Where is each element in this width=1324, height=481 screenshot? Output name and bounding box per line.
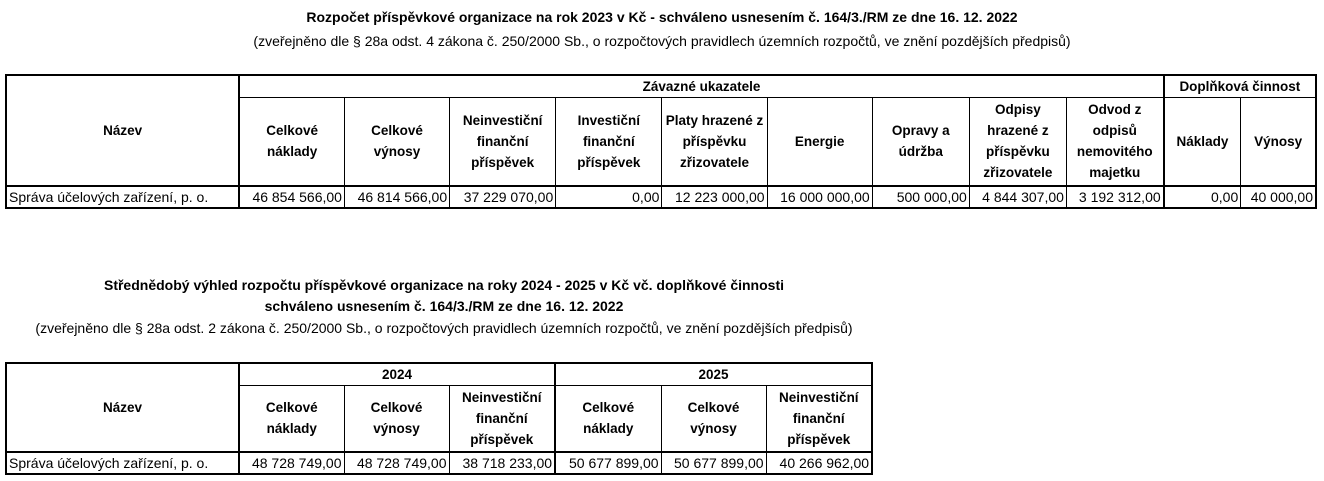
table-row	[6, 186, 1316, 208]
cell-value: 40 266 962,00	[766, 452, 872, 474]
header-total-costs: Celkové náklady	[239, 98, 344, 186]
header-noninvestment-contribution: Neinvestiční finanční příspěvek	[766, 386, 872, 452]
header-total-costs: Celkové náklady	[555, 386, 661, 452]
header-year-2025: 2025	[555, 363, 872, 386]
header-year-2024: 2024	[239, 363, 555, 386]
cell-value: 50 677 899,00	[555, 452, 661, 474]
cell-value: 46 854 566,00	[239, 186, 344, 208]
cell-value: 16 000 000,00	[767, 186, 872, 208]
cell-value: 48 728 749,00	[239, 452, 344, 474]
budget-title: Rozpočet příspěvkové organizace na rok 2023 v Kč - schváleno usnesením č. 164/3./RM ze dne 16. 12. 2022	[306, 9, 1018, 25]
outlook-subtitle: (zveřejněno dle § 28a odst. 2 zákona č. 250/2000 Sb., o rozpočtových pravidlech územních rozpočtů, ve znění pozdějších předpisů)	[35, 320, 853, 336]
cell-value: 3 192 312,00	[1066, 186, 1163, 208]
row-name: Správa účelových zařízení, p. o.	[6, 186, 239, 208]
header-group-binding: Závazné ukazatele	[239, 75, 1163, 98]
cell-value: 48 728 749,00	[344, 452, 449, 474]
cell-value: 0,00	[1164, 186, 1241, 208]
header-investment-contribution: Investiční finanční příspěvek	[556, 98, 662, 186]
row-name: Správa účelových zařízení, p. o.	[6, 452, 239, 474]
cell-value: 12 223 000,00	[662, 186, 767, 208]
cell-value: 40 000,00	[1241, 186, 1316, 208]
outlook-approval: schváleno usnesením č. 164/3./RM ze dne 16. 12. 2022	[264, 298, 624, 314]
outlook-title: Střednědobý výhled rozpočtu příspěvkové organizace na roky 2024 - 2025 v Kč vč. doplňkové činnosti	[103, 277, 784, 293]
table-row	[6, 452, 872, 474]
budget-subtitle: (zveřejněno dle § 28a odst. 4 zákona č. 250/2000 Sb., o rozpočtových pravidlech územních rozpočtů, ve znění pozdějších předpisů)	[253, 33, 1071, 49]
header-supp-costs: Náklady	[1164, 98, 1241, 186]
header-depreciation: Odpisy hrazené z příspěvku zřizovatele	[969, 98, 1066, 186]
cell-value: 37 229 070,00	[450, 186, 556, 208]
header-supp-revenues: Výnosy	[1241, 98, 1316, 186]
cell-value: 500 000,00	[872, 186, 969, 208]
header-group-supplementary: Doplňková činnost	[1164, 75, 1316, 98]
header-salaries: Platy hrazené z příspěvku zřizovatele	[662, 98, 767, 186]
header-total-revenues: Celkové výnosy	[344, 386, 449, 452]
header-repairs: Opravy a údržba	[872, 98, 969, 186]
header-total-costs: Celkové náklady	[239, 386, 344, 452]
cell-value: 38 718 233,00	[449, 452, 555, 474]
header-total-revenues: Celkové výnosy	[661, 386, 766, 452]
header-noninvestment-contribution: Neinvestiční finanční příspěvek	[449, 386, 555, 452]
cell-value: 46 814 566,00	[344, 186, 449, 208]
header-name: Název	[6, 75, 239, 186]
header-energy: Energie	[767, 98, 872, 186]
header-name: Název	[6, 363, 239, 452]
outlook-2024-2025-table	[5, 362, 873, 475]
header-noninvestment-contribution: Neinvestiční finanční příspěvek	[450, 98, 556, 186]
header-total-revenues: Celkové výnosy	[344, 98, 449, 186]
cell-value: 4 844 307,00	[969, 186, 1066, 208]
cell-value: 50 677 899,00	[661, 452, 766, 474]
budget-2023-table	[5, 74, 1317, 209]
cell-value: 0,00	[556, 186, 662, 208]
header-depreciation-levy: Odvod z odpisů nemovitého majetku	[1066, 98, 1163, 186]
